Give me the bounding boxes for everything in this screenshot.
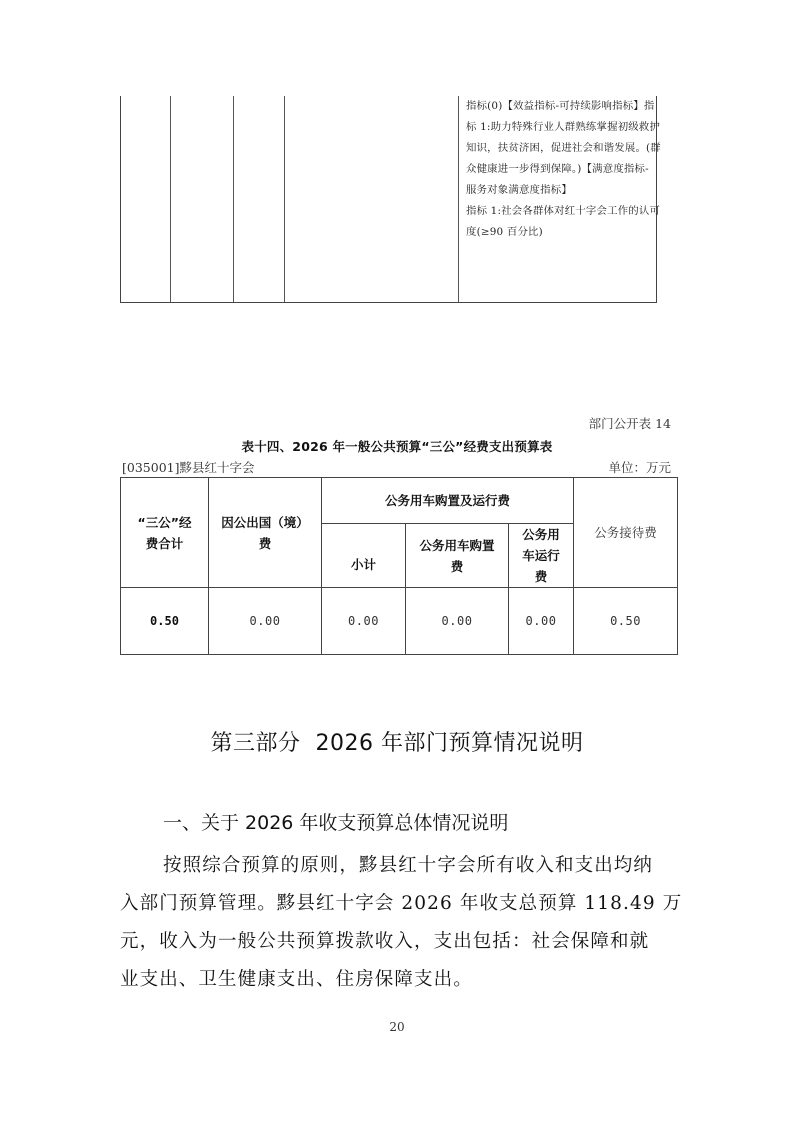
column-divider: [458, 96, 459, 302]
column-divider: [170, 96, 171, 302]
header-line: 费: [450, 558, 464, 574]
three-public-expenses-table: [120, 477, 678, 655]
header-line: 费: [258, 535, 272, 551]
cell-vehicle-operation: 0.00: [509, 588, 574, 655]
subsection-title: 一、关于 2026 年收支预算总体情况说明: [163, 812, 509, 834]
header-line: 费: [534, 569, 548, 584]
unit-label: 单位：万元: [608, 460, 671, 475]
header-line: “三公”经: [137, 514, 192, 530]
page-number: 20: [389, 1020, 405, 1034]
paragraph-line: 元，收入为一般公共预算拨款收入，支出包括：社会保障和就: [120, 931, 650, 952]
cell-vehicle-purchase: 0.00: [406, 588, 509, 655]
table-title: 表十四、2026 年一般公共预算“三公”经费支出预算表: [241, 439, 553, 454]
table-row: [121, 588, 678, 655]
header-abroad: [209, 478, 322, 588]
header-line: 车运行: [522, 548, 560, 563]
header-reception: 公务接待费: [574, 478, 678, 588]
cell-subtotal: 0.00: [322, 588, 406, 655]
indicator-line: 指标 1:社会各群体对红十字会工作的认可: [466, 205, 661, 217]
column-divider: [284, 96, 285, 302]
indicator-line: 众健康进一步得到保障。)【满意度指标-: [466, 163, 649, 175]
header-vehicle-group: 公务用车购置及运行费: [322, 478, 574, 524]
table-code-label: 部门公开表 14: [588, 416, 671, 431]
paragraph-line: 业支出、卫生健康支出、住房保障支出。: [120, 969, 473, 990]
performance-indicator-table: [120, 96, 661, 303]
indicator-line: 度(≥90 百分比): [466, 226, 543, 238]
indicator-line: 知识，扶贫济困，促进社会和谐发展。(群: [466, 142, 661, 154]
body-paragraph: [120, 847, 683, 999]
cell-reception: 0.50: [574, 588, 678, 655]
column-divider: [233, 96, 234, 302]
cell-total: 0.50: [121, 588, 209, 655]
paragraph-line: 按照综合预算的原则，黟县红十字会所有收入和支出均纳: [163, 855, 654, 876]
header-line: 因公出国（境）: [221, 514, 309, 530]
cell-abroad: 0.00: [209, 588, 322, 655]
header-total: [121, 478, 209, 588]
indicator-line: 标 1:助力特殊行业人群熟练掌握初级救护: [466, 121, 661, 133]
section-title: 第三部分 2026 年部门预算情况说明: [210, 731, 584, 756]
header-vehicle-purchase: [406, 524, 509, 588]
paragraph-line: 入部门预算管理。黟县红十字会 2026 年收支总预算 118.49 万: [120, 893, 683, 914]
indicator-line: 服务对象满意度指标】: [466, 184, 572, 196]
indicator-line: 指标(0)【效益指标-可持续影响指标】指: [466, 100, 655, 112]
indicator-cell: [466, 96, 661, 243]
header-line: 公务用车购置: [419, 537, 495, 553]
header-vehicle-operation: [509, 524, 574, 588]
header-line: 费合计: [145, 535, 184, 551]
header-line: 小计: [350, 557, 376, 572]
header-line: 公务用: [522, 527, 560, 542]
organization-label: [035001]黟县红十字会: [122, 460, 255, 475]
header-subtotal: [322, 524, 406, 588]
